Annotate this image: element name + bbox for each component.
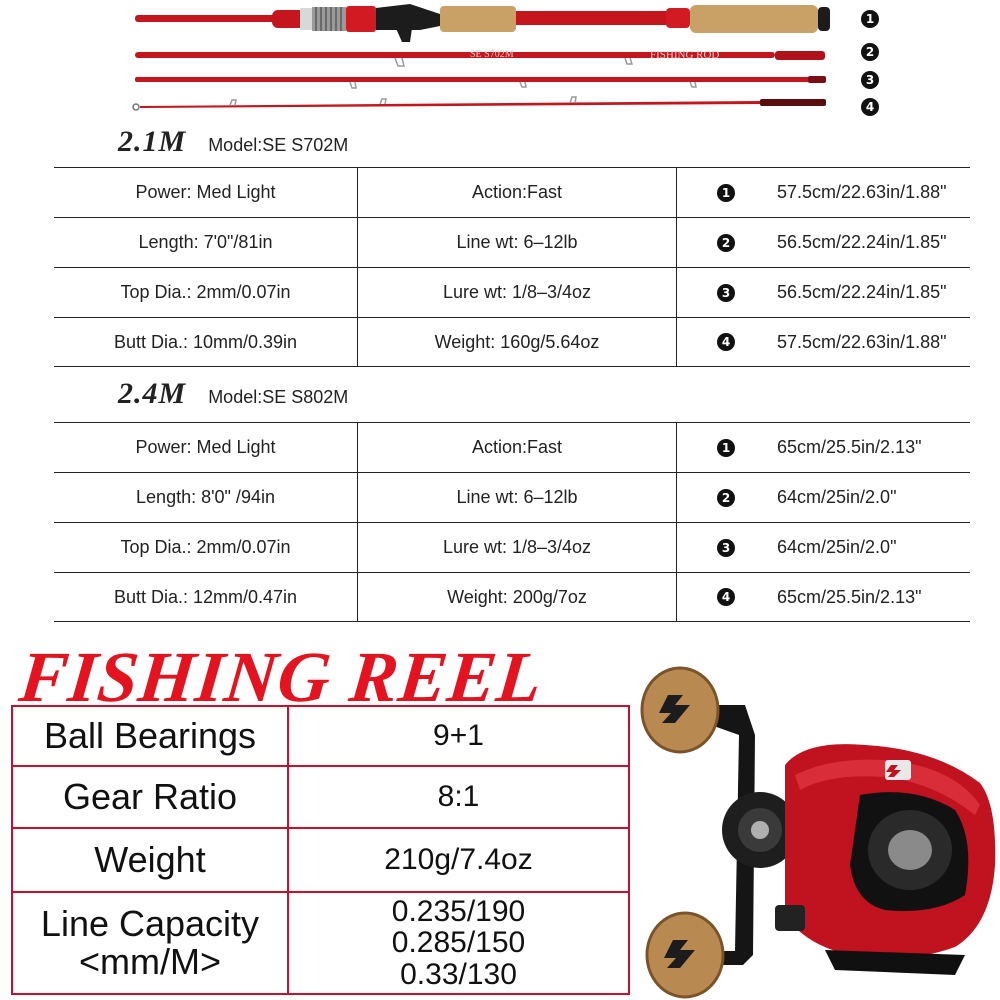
section-length: 57.5cm/22.63in/1.88" [777, 182, 947, 202]
table-row [54, 472, 970, 522]
section-length: 64cm/25in/2.0" [777, 487, 897, 507]
table-row [54, 167, 970, 217]
section-length: 64cm/25in/2.0" [777, 537, 897, 557]
section-badge: 2 [717, 489, 735, 507]
reel-value [289, 767, 628, 827]
table-row [13, 829, 628, 893]
spec-cell: Line wt: 6–12lb [358, 473, 677, 522]
section-length: 56.5cm/22.24in/1.85" [777, 282, 947, 302]
model-name: Model:SE S802M [208, 387, 349, 407]
table-row [54, 317, 970, 367]
spec-cell: Weight: 160g/5.64oz [358, 318, 677, 366]
reel-graphic [635, 665, 1000, 1000]
section-cell [677, 168, 970, 217]
section-cell [677, 268, 970, 317]
section-badge: 4 [717, 333, 735, 351]
spec-table-2-4m [54, 422, 970, 622]
spec-cell: Lure wt: 1/8–3/4oz [358, 523, 677, 572]
section-cell [677, 473, 970, 522]
spec-cell: Line wt: 6–12lb [358, 218, 677, 267]
spec-cell: Butt Dia.: 12mm/0.47in [54, 573, 358, 621]
spec-cell: Length: 7'0"/81in [54, 218, 358, 267]
reel-value-text: 9+1 [433, 719, 484, 753]
model-heading-2-4m [118, 377, 348, 413]
table-row [13, 893, 628, 993]
section-badge: 3 [717, 284, 735, 302]
section-cell [677, 573, 970, 621]
spec-table-2-1m [54, 167, 970, 367]
spec-cell: Butt Dia.: 10mm/0.39in [54, 318, 358, 366]
table-row [54, 422, 970, 472]
reel-value-text: 0.285/150 [391, 926, 526, 960]
rod-piece-3-badge: 3 [861, 71, 879, 89]
spec-cell: Action:Fast [358, 423, 677, 472]
spec-cell: Lure wt: 1/8–3/4oz [358, 268, 677, 317]
model-heading-2-1m [118, 125, 348, 161]
section-length: 65cm/25.5in/2.13" [777, 437, 922, 457]
rod-piece-4-badge: 4 [861, 98, 879, 116]
reel-value-text: 0.33/130 [400, 957, 517, 991]
model-length: 2.4M [118, 377, 187, 410]
model-length: 2.1M [118, 125, 187, 158]
reel-value-text: 0.235/190 [391, 895, 526, 929]
rod-piece-1-badge: 1 [861, 10, 879, 28]
section-cell [677, 218, 970, 267]
reel-value-text: 210g/7.4oz [384, 843, 533, 877]
section-badge: 2 [717, 234, 735, 252]
section-cell [677, 423, 970, 472]
section-badge: 1 [717, 439, 735, 457]
baitcasting-reel-image [635, 665, 1000, 1000]
reel-spec-table [11, 705, 630, 995]
table-row [54, 267, 970, 317]
reel-label: Weight [13, 829, 289, 891]
section-length: 65cm/25.5in/2.13" [777, 586, 922, 607]
rod-pieces-illustration [0, 0, 1000, 120]
model-name: Model:SE S702M [208, 135, 349, 155]
rod-piece-3 [135, 76, 826, 88]
rod-piece-4 [133, 97, 826, 110]
section-cell [677, 523, 970, 572]
spec-cell: Power: Med Light [54, 423, 358, 472]
section-length: 56.5cm/22.24in/1.85" [777, 232, 947, 252]
spec-cell: Action:Fast [358, 168, 677, 217]
spec-cell: Power: Med Light [54, 168, 358, 217]
reel-value [289, 707, 628, 765]
section-badge: 3 [717, 539, 735, 557]
reel-label-line: Line Capacity [40, 903, 260, 945]
reel-value [289, 893, 628, 993]
spec-cell: Top Dia.: 2mm/0.07in [54, 268, 358, 317]
section-cell [677, 318, 970, 366]
table-row [13, 707, 628, 767]
rod-piece-2-badge: 2 [861, 43, 879, 61]
reel-label-unit: <mm/M> [78, 941, 221, 982]
table-row [13, 767, 628, 829]
spec-cell: Top Dia.: 2mm/0.07in [54, 523, 358, 572]
rod-piece-2 [135, 49, 825, 66]
section-badge: 1 [717, 184, 735, 202]
table-row [54, 217, 970, 267]
spec-cell: Weight: 200g/7oz [358, 573, 677, 621]
reel-label [13, 893, 289, 993]
table-row [54, 572, 970, 622]
reel-label: Gear Ratio [13, 767, 289, 827]
reel-title: FISHING REEL [15, 637, 547, 717]
reel-value [289, 829, 628, 891]
svg-text:SE S702M: SE S702M [470, 49, 514, 60]
reel-value-text: 8:1 [437, 780, 480, 814]
table-row [54, 522, 970, 572]
rod-sections-graphic [0, 0, 1000, 120]
section-length: 57.5cm/22.63in/1.88" [777, 331, 947, 352]
reel-label: Ball Bearings [13, 707, 289, 765]
section-badge: 4 [717, 588, 735, 606]
rod-piece-1 [135, 4, 830, 42]
svg-text:FISHING ROD: FISHING ROD [650, 49, 720, 61]
spec-cell: Length: 8'0" /94in [54, 473, 358, 522]
